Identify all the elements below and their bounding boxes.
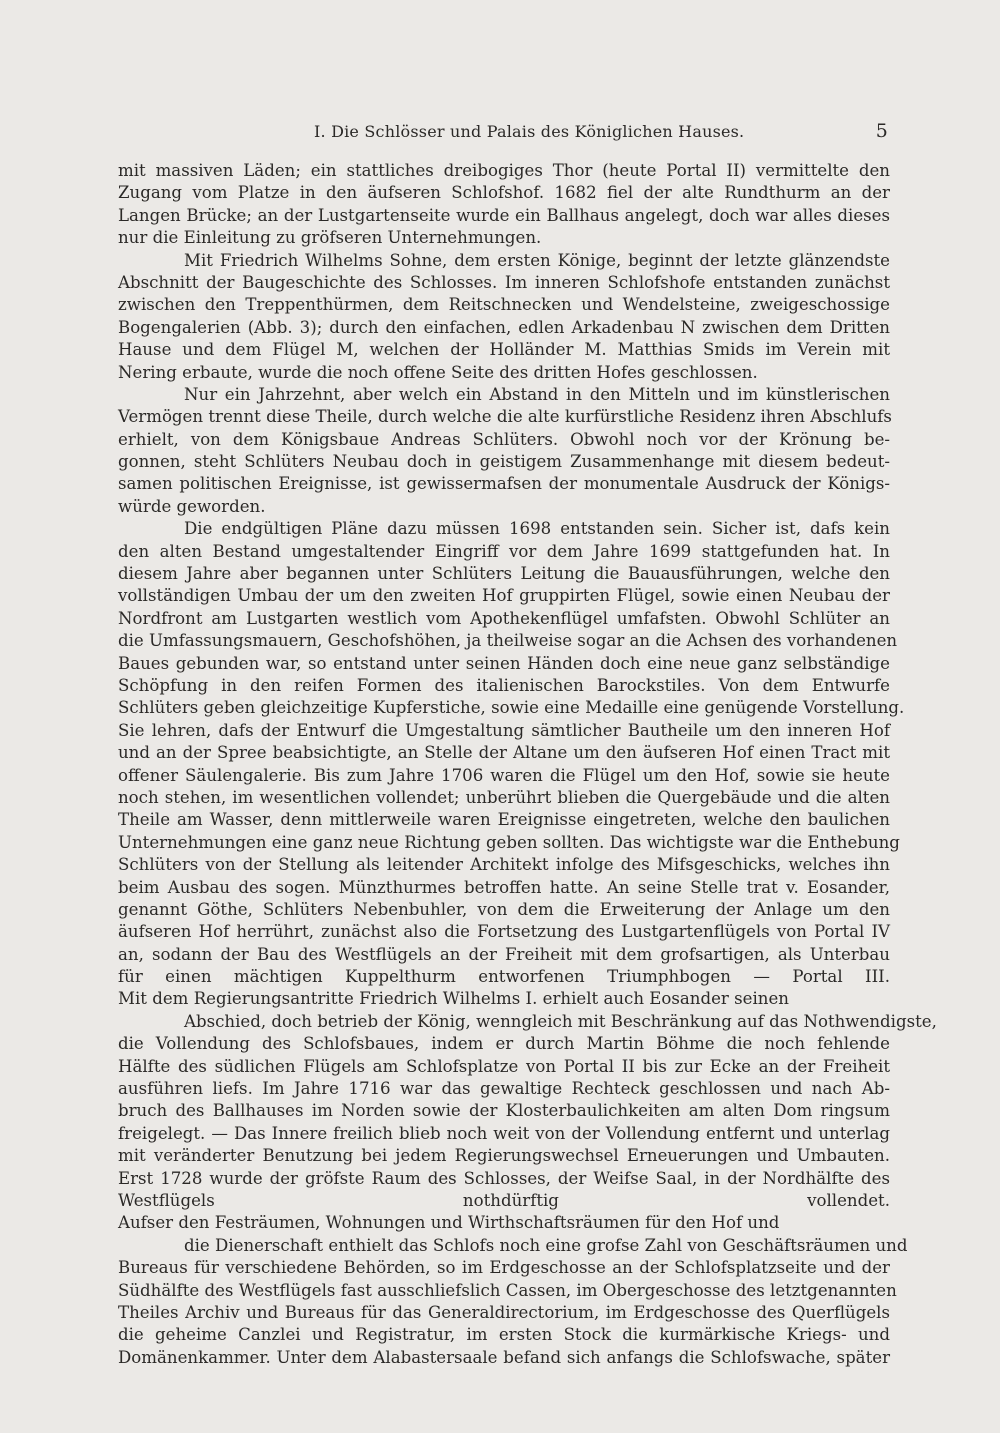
text-line: Südhälfte des Westflügels fast ausschliefslich Cassen, im Obergeschosse des letztgenannten (118, 1280, 897, 1300)
text-line: Baues gebunden war, so entstand unter seinen Händen doch eine neue ganz selbständige (118, 653, 890, 673)
text-line: beim Ausbau des sogen. Münzthurmes betroffen hatte. An seine Stelle trat v. Eosander, (118, 877, 890, 897)
body-text (118, 160, 937, 1391)
text-line: Westflügels nothdürftig vollendet. (118, 1190, 890, 1210)
text-line: an, sodann der Bau des Westflügels an der Freiheit mit dem grofsartigen, als Unterbau (118, 944, 890, 964)
text-line: zwischen den Treppenthürmen, dem Reitschnecken und Wendelsteine, zweigeschossige (118, 295, 890, 315)
text-line: ausführen liefs. Im Jahre 1716 war das gewaltige Rechteck geschlossen und nach Ab- (118, 1079, 890, 1099)
text-line: den alten Bestand umgestaltender Eingriff vor dem Jahre 1699 stattgefunden hat. In (118, 541, 890, 561)
text-line: und an der Spree beabsichtigte, an Stelle der Altane um den äufseren Hof einen Tract mit (118, 743, 890, 763)
running-head (118, 118, 888, 144)
text-line: Sie lehren, dafs der Entwurf die Umgestaltung sämtlicher Bautheile um den inneren Hof (118, 720, 890, 740)
text-line: Theile am Wasser, denn mittlerweile waren Ereignisse eingetreten, welche den baulichen (118, 810, 890, 830)
text-line: Nering erbaute, wurde die noch offene Seite des dritten Hofes geschlossen. (118, 362, 758, 382)
text-line: Schlüters geben gleichzeitige Kupferstiche, sowie eine Medaille eine genügende Vorstellung. (118, 698, 905, 718)
text-line: Schlüters von der Stellung als leitender Architekt infolge des Mifsgeschicks, welches ihn (118, 855, 890, 875)
text-line: Domänenkammer. Unter dem Alabastersaale befand sich anfangs die Schlofswache, später (118, 1347, 890, 1367)
text-line: Hälfte des südlichen Flügels am Schlofsplatze von Portal II bis zur Ecke an der Freiheit (118, 1056, 890, 1076)
text-line: Erst 1728 wurde der gröfste Raum des Schlosses, der Weifse Saal, in der Nordhälfte des (118, 1168, 890, 1188)
text-line: diesem Jahre aber begannen unter Schlüters Leitung die Bauausführungen, welche den (118, 564, 890, 584)
text-line: Schöpfung in den reifen Formen des italienischen Barockstiles. Von dem Entwurfe (118, 675, 890, 695)
text-line: die Umfassungsmauern, Geschofshöhen, ja theilweise sogar an die Achsen des vorhandenen (118, 631, 898, 651)
text-line: erhielt, von dem Königsbaue Andreas Schlüters. Obwohl noch vor der Krönung be- (118, 429, 890, 449)
text-line: die Vollendung des Schlofsbaues, indem er durch Martin Böhme die noch fehlende (118, 1034, 890, 1054)
text-line: samen politischen Ereignisse, ist gewissermafsen der monumentale Ausdruck der Königs- (118, 474, 890, 494)
text-line: Unternehmungen eine ganz neue Richtung geben sollten. Das wichtigste war die Enthebung (118, 832, 900, 852)
text-line: mit massiven Läden; ein stattliches dreibogiges Thor (heute Portal II) vermittelte den (118, 161, 890, 180)
text-line: Vermögen trennt diese Theile, durch welche die alte kurfürstliche Residenz ihren Abschlufs (118, 407, 892, 427)
text-line: Abschied, doch betrieb der König, wenngleich mit Beschränkung auf das Nothwendigste, (184, 1011, 937, 1031)
text-line: nur die Einleitung zu gröfseren Unternehmungen. (118, 228, 542, 248)
text-line: mit veränderter Benutzung bei jedem Regierungswechsel Erneuerungen und Umbauten. (118, 1146, 890, 1166)
text-line: bruch des Ballhauses im Norden sowie der Klosterbaulichkeiten am alten Dom ringsum (118, 1101, 890, 1121)
text-line: Bureaus für verschiedene Behörden, so im Erdgeschosse an der Schlofsplatzseite und der (118, 1258, 890, 1278)
page-number: 5 (875, 120, 888, 142)
text-line: würde geworden. (118, 496, 266, 516)
text-line: äufseren Hof herrührt, zunächst also die Fortsetzung des Lustgartenflügels von Portal IV (118, 922, 890, 942)
text-line: die geheime Canzlei und Registratur, im ersten Stock die kurmärkische Kriegs- und (118, 1325, 890, 1345)
text-line: die Dienerschaft enthielt das Schlofs noch eine grofse Zahl von Geschäftsräumen und (184, 1235, 908, 1255)
text-line: genannt Göthe, Schlüters Nebenbuhler, von dem die Erweiterung der Anlage um den (118, 899, 890, 919)
text-line: Zugang vom Platze in den äufseren Schlofshof. 1682 fiel der alte Rundthurm an der (118, 183, 890, 203)
text-line: Abschnitt der Baugeschichte des Schlosses. Im inneren Schlofshofe entstanden zunächst (118, 272, 890, 292)
text-line: Theiles Archiv und Bureaus für das Generaldirectorium, im Erdgeschosse des Querflügels (118, 1302, 890, 1322)
text-line: Nordfront am Lustgarten westlich vom Apothekenflügel umfafsten. Obwohl Schlüter an (118, 608, 890, 628)
text-line: Aufser den Festräumen, Wohnungen und Wirthschaftsräumen für den Hof und (118, 1213, 780, 1233)
text-line: Bogengalerien (Abb. 3); durch den einfachen, edlen Arkadenbau N zwischen dem Dritten (118, 317, 890, 337)
text-line: freigelegt. — Das Innere freilich blieb noch weit von der Vollendung entfernt und unterlag (118, 1123, 890, 1143)
text-line: offener Säulengalerie. Bis zum Jahre 1706 waren die Flügel um den Hof, sowie sie heute (118, 765, 890, 785)
text-line: für einen mächtigen Kuppelthurm entworfenen Triumphbogen — Portal III. (118, 967, 890, 987)
text-line: Hause und dem Flügel M, welchen der Holländer M. Matthias Smids im Verein mit (118, 340, 890, 360)
text-line: vollständigen Umbau der um den zweiten Hof gruppirten Flügel, sowie einen Neubau der (118, 586, 890, 606)
text-line: Mit dem Regierungsantritte Friedrich Wilhelms I. erhielt auch Eosander seinen (118, 989, 789, 1009)
text-line (118, 1369, 890, 1391)
text-line: Langen Brücke; an der Lustgartenseite wurde ein Ballhaus angelegt, doch war alles dieses (118, 205, 890, 225)
running-head-title: I. Die Schlösser und Palais des Königlichen Hauses. (314, 122, 745, 141)
text-line: Mit Friedrich Wilhelms Sohne, dem ersten Könige, beginnt der letzte glänzendste (184, 250, 890, 270)
text-line: noch stehen, im wesentlichen vollendet; unberührt blieben die Quergebäude und die alten (118, 787, 890, 807)
text-line: gonnen, steht Schlüters Neubau doch in geistigem Zusammenhange mit diesem bedeut- (118, 452, 890, 472)
text-line: Die endgültigen Pläne dazu müssen 1698 entstanden sein. Sicher ist, dafs kein (184, 519, 890, 539)
text-line: Nur ein Jahrzehnt, aber welch ein Abstand in den Mitteln und im künstlerischen (184, 384, 890, 404)
